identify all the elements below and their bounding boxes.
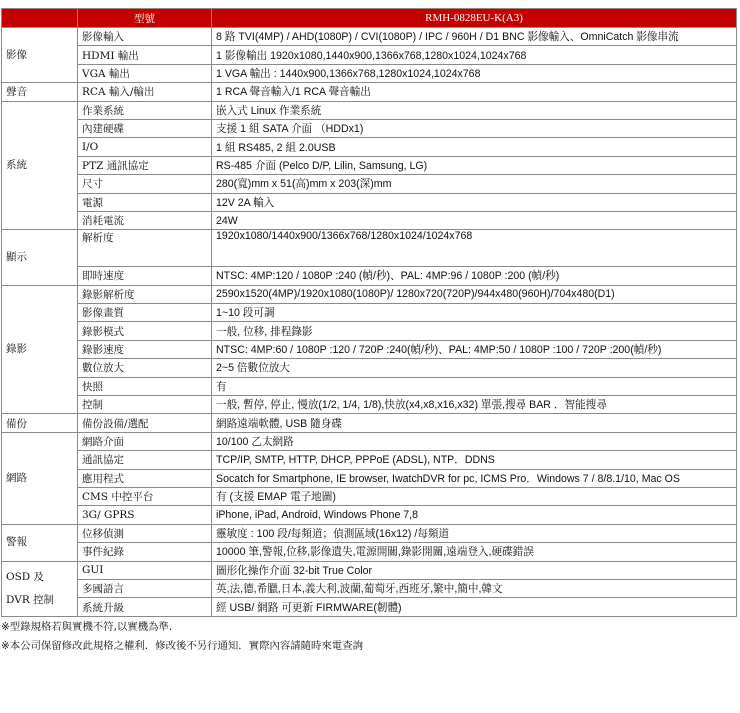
spec-item-value: 一般, 暫停, 停止, 慢放(1/2, 1/4, 1/8),快放(x4,x8,x16,x32) 單張,搜尋 BAR ．智能搜尋 — [212, 396, 737, 414]
spec-item-value: RS-485 介面 (Pelco D/P, Lilin, Samsung, LG) — [212, 156, 737, 174]
spec-item-value: 10000 筆,警報,位移,影像遺失,電源開關,錄影開關,遠端登入,硬碟錯誤 — [212, 543, 737, 561]
spec-item-label: HDMI 輸出 — [78, 46, 212, 64]
spec-item-label: 消耗電流 — [78, 211, 212, 229]
header-row — [2, 9, 737, 28]
spec-item-label: 尺寸 — [78, 175, 212, 193]
spec-item-label: 網路介面 — [78, 432, 212, 450]
spec-row — [2, 175, 737, 193]
spec-item-value: 網路遠端軟體, USB 隨身碟 — [212, 414, 737, 432]
spec-item-value: 1~10 段可調 — [212, 304, 737, 322]
category-cell: 錄影 — [2, 285, 78, 414]
spec-item-value: 2~5 倍數位放大 — [212, 359, 737, 377]
spec-item-value: 有 — [212, 377, 737, 395]
spec-row — [2, 304, 737, 322]
category-cell: 影像 — [2, 28, 78, 83]
spec-item-value: NTSC: 4MP:120 / 1080P :240 (幀/秒)、PAL: 4MP:96 / 1080P :200 (幀/秒) — [212, 267, 737, 285]
spec-item-label: 內建硬碟 — [78, 119, 212, 137]
footnote-spec-disclaimer: ※型錄規格若與實機不符,以實機為準. — [1, 621, 173, 633]
spec-row — [2, 359, 737, 377]
spec-item-value: 1 影像輸出 1920x1080,1440x900,1366x768,1280x1024,1024x768 — [212, 46, 737, 64]
spec-body — [2, 28, 737, 617]
model-value: RMH-0828EU-K(A3) — [212, 9, 737, 28]
spec-item-value: Socatch for Smartphone, IE browser, IwatchDVR for pc, ICMS Pro．Windows 7 / 8/8.1/10, Mac OS — [212, 469, 737, 487]
spec-row — [2, 598, 737, 616]
spec-row — [2, 230, 737, 267]
spec-item-value: 一般, 位移, 排程錄影 — [212, 322, 737, 340]
spec-row — [2, 285, 737, 303]
spec-row — [2, 469, 737, 487]
spec-row — [2, 506, 737, 524]
spec-item-value: 1 組 RS485, 2 組 2.0USB — [212, 138, 737, 156]
spec-row — [2, 46, 737, 64]
spec-row — [2, 138, 737, 156]
footnotes — [1, 618, 363, 656]
spec-item-label: 錄影解析度 — [78, 285, 212, 303]
spec-item-value: iPhone, iPad, Android, Windows Phone 7,8 — [212, 506, 737, 524]
spec-item-label: 備份設備/選配 — [78, 414, 212, 432]
spec-item-label: 作業系統 — [78, 101, 212, 119]
spec-item-label: 快照 — [78, 377, 212, 395]
spec-item-value: 圖形化操作介面 32-bit True Color — [212, 561, 737, 579]
spec-item-label: 電源 — [78, 193, 212, 211]
spec-row — [2, 561, 737, 579]
category-cell: 聲音 — [2, 83, 78, 101]
spec-row — [2, 451, 737, 469]
spec-item-value: 1 VGA 輸出 : 1440x900,1366x768,1280x1024,1024x768 — [212, 64, 737, 82]
spec-item-label: RCA 輸入/輸出 — [78, 83, 212, 101]
spec-item-label: 系統升級 — [78, 598, 212, 616]
header-corner-cell — [2, 9, 78, 28]
spec-item-label: 事件紀錄 — [78, 543, 212, 561]
spec-item-value: 嵌入式 Linux 作業系統 — [212, 101, 737, 119]
spec-item-label: 控制 — [78, 396, 212, 414]
spec-row — [2, 579, 737, 597]
spec-item-value: 靈敏度 : 100 段/每頻道；偵測區域(16x12) /每頻道 — [212, 524, 737, 542]
spec-item-label: 數位放大 — [78, 359, 212, 377]
spec-item-value: NTSC: 4MP:60 / 1080P :120 / 720P :240(幀/秒)、PAL: 4MP:50 / 1080P :100 / 720P :200(幀/秒) — [212, 340, 737, 358]
spec-table — [1, 8, 737, 617]
model-label: 型號 — [78, 9, 212, 28]
spec-item-value: 1920x1080/1440x900/1366x768/1280x1024/1024x768 — [212, 230, 737, 267]
spec-item-value: 英,法,德,希臘,日本,義大利,波蘭,葡萄牙,西班牙,繁中,簡中,韓文 — [212, 579, 737, 597]
spec-row — [2, 83, 737, 101]
spec-item-label: 解析度 — [78, 230, 212, 267]
spec-row — [2, 377, 737, 395]
spec-item-label: 多國語言 — [78, 579, 212, 597]
spec-row — [2, 28, 737, 46]
category-cell: 顯示 — [2, 230, 78, 285]
spec-item-value: TCP/IP, SMTP, HTTP, DHCP, PPPoE (ADSL), NTP．DDNS — [212, 451, 737, 469]
spec-item-value: 8 路 TVI(4MP) / AHD(1080P) / CVI(1080P) / IPC / 960H / D1 BNC 影像輸入、OmniCatch 影像串流 — [212, 28, 737, 46]
spec-row — [2, 414, 737, 432]
footnote-rights-reserved: ※本公司保留修改此規格之權利．修改後不另行通知．實際內容請隨時來電查詢 — [1, 640, 363, 652]
spec-row — [2, 101, 737, 119]
category-cell: OSD 及 DVR 控制 — [2, 561, 78, 616]
spec-row — [2, 156, 737, 174]
category-cell: 備份 — [2, 414, 78, 432]
spec-row — [2, 396, 737, 414]
spec-item-value: 1 RCA 聲音輸入/1 RCA 聲音輸出 — [212, 83, 737, 101]
spec-row — [2, 211, 737, 229]
spec-item-label: 錄影速度 — [78, 340, 212, 358]
spec-item-label: CMS 中控平台 — [78, 487, 212, 505]
spec-item-value: 24W — [212, 211, 737, 229]
spec-item-label: 即時速度 — [78, 267, 212, 285]
spec-item-label: GUI — [78, 561, 212, 579]
spec-item-label: I/O — [78, 138, 212, 156]
spec-row — [2, 193, 737, 211]
category-cell: 網路 — [2, 432, 78, 524]
spec-item-value: 2590x1520(4MP)/1920x1080(1080P)/ 1280x720(720P)/944x480(960H)/704x480(D1) — [212, 285, 737, 303]
spec-item-label: VGA 輸出 — [78, 64, 212, 82]
spec-item-label: PTZ 通訊協定 — [78, 156, 212, 174]
spec-row — [2, 322, 737, 340]
spec-row — [2, 340, 737, 358]
spec-item-label: 通訊協定 — [78, 451, 212, 469]
spec-item-value: 280(寬)mm x 51(高)mm x 203(深)mm — [212, 175, 737, 193]
spec-row — [2, 487, 737, 505]
category-cell: 警報 — [2, 524, 78, 561]
spec-row — [2, 432, 737, 450]
spec-item-label: 影像輸入 — [78, 28, 212, 46]
spec-item-label: 位移偵測 — [78, 524, 212, 542]
spec-item-label: 3G/ GPRS — [78, 506, 212, 524]
spec-row — [2, 119, 737, 137]
spec-item-label: 影像畫質 — [78, 304, 212, 322]
spec-item-value: 有 (支援 EMAP 電子地圖) — [212, 487, 737, 505]
spec-row — [2, 524, 737, 542]
spec-row — [2, 267, 737, 285]
spec-item-label: 錄影模式 — [78, 322, 212, 340]
spec-item-label: 應用程式 — [78, 469, 212, 487]
spec-row — [2, 543, 737, 561]
spec-item-value: 12V 2A 輸入 — [212, 193, 737, 211]
spec-item-value: 經 USB/ 網路 可更新 FIRMWARE(韌體) — [212, 598, 737, 616]
spec-row — [2, 64, 737, 82]
spec-item-value: 10/100 乙太網路 — [212, 432, 737, 450]
category-cell: 系統 — [2, 101, 78, 230]
spec-item-value: 支援 1 組 SATA 介面 （HDDx1) — [212, 119, 737, 137]
